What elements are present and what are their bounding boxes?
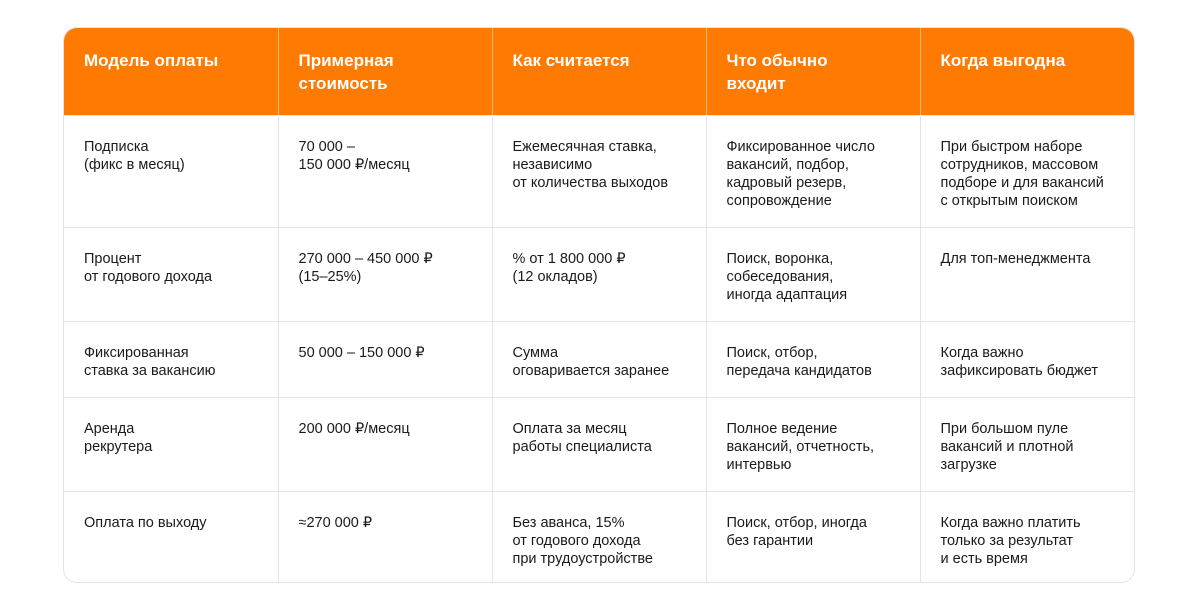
cell-approx-cost: 200 000 ₽/месяц (278, 397, 492, 491)
cell-payment-model: Фиксированная ставка за вакансию (64, 321, 278, 397)
header-how-calculated: Как считается (492, 28, 706, 115)
cell-when-beneficial: Когда важно платить только за результат и есть время (920, 491, 1134, 583)
table-row (64, 227, 1134, 321)
pricing-models-table (64, 28, 1134, 583)
cell-approx-cost: 70 000 – 150 000 ₽/месяц (278, 115, 492, 227)
cell-how-calculated: Ежемесячная ставка, независимо от количества выходов (492, 115, 706, 227)
pricing-table-container (63, 27, 1135, 583)
cell-what-included: Фиксированное число вакансий, подбор, кадровый резерв, сопровождение (706, 115, 920, 227)
table-header-row (64, 28, 1134, 115)
header-approx-cost: Примерная стоимость (278, 28, 492, 115)
cell-approx-cost: ≈270 000 ₽ (278, 491, 492, 583)
table-row (64, 397, 1134, 491)
cell-how-calculated: % от 1 800 000 ₽ (12 окладов) (492, 227, 706, 321)
cell-what-included: Полное ведение вакансий, отчетность, интервью (706, 397, 920, 491)
header-what-included: Что обычно входит (706, 28, 920, 115)
cell-what-included: Поиск, воронка, собеседования, иногда адаптация (706, 227, 920, 321)
header-payment-model: Модель оплаты (64, 28, 278, 115)
cell-what-included: Поиск, отбор, иногда без гарантии (706, 491, 920, 583)
cell-what-included: Поиск, отбор, передача кандидатов (706, 321, 920, 397)
cell-approx-cost: 270 000 – 450 000 ₽ (15–25%) (278, 227, 492, 321)
cell-when-beneficial: При большом пуле вакансий и плотной загрузке (920, 397, 1134, 491)
cell-how-calculated: Без аванса, 15% от годового дохода при трудоустройстве (492, 491, 706, 583)
table-row (64, 115, 1134, 227)
cell-how-calculated: Оплата за месяц работы специалиста (492, 397, 706, 491)
cell-approx-cost: 50 000 – 150 000 ₽ (278, 321, 492, 397)
table-row (64, 321, 1134, 397)
cell-when-beneficial: Для топ-менеджмента (920, 227, 1134, 321)
header-when-beneficial: Когда выгодна (920, 28, 1134, 115)
cell-when-beneficial: При быстром наборе сотрудников, массовом подборе и для вакансий с открытым поиском (920, 115, 1134, 227)
table-row (64, 491, 1134, 583)
cell-payment-model: Подписка (фикс в месяц) (64, 115, 278, 227)
cell-when-beneficial: Когда важно зафиксировать бюджет (920, 321, 1134, 397)
cell-payment-model: Аренда рекрутера (64, 397, 278, 491)
cell-payment-model: Оплата по выходу (64, 491, 278, 583)
cell-payment-model: Процент от годового дохода (64, 227, 278, 321)
cell-how-calculated: Сумма оговаривается заранее (492, 321, 706, 397)
